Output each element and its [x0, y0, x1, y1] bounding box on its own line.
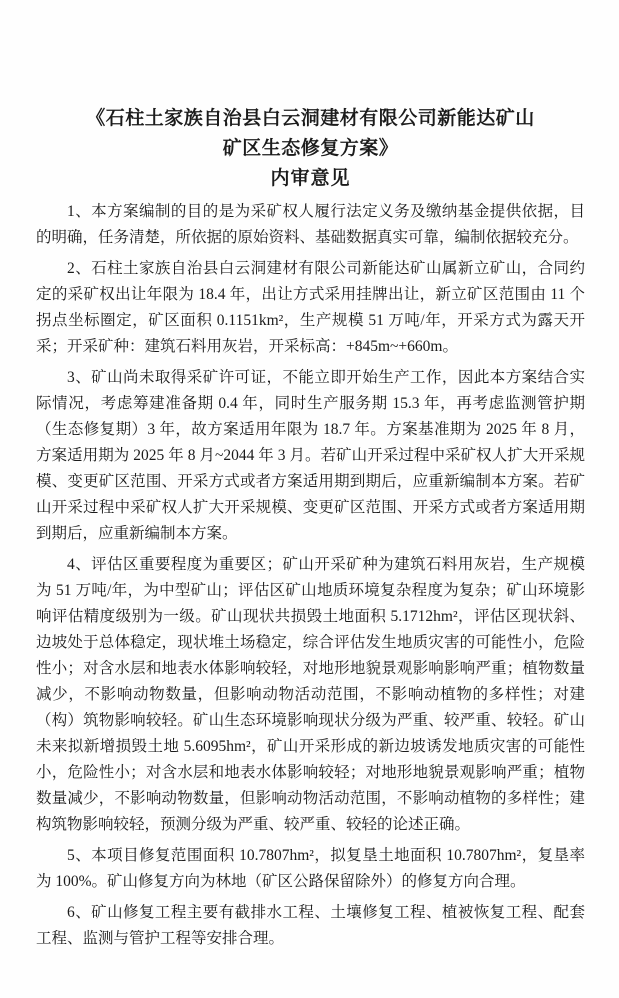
- paragraph-5: 5、本项目修复范围面积 10.7807hm²，拟复垦土地面积 10.7807hm²，复垦率为 100%。矿山修复方向为林地（矿区公路保留除外）的修复方向合理。: [36, 847, 585, 890]
- paragraph-6: 6、矿山修复工程主要有截排水工程、土壤修复工程、植被恢复工程、配套工程、监测与管护工程等安排合理。: [36, 904, 585, 947]
- paragraph-3: 3、矿山尚未取得采矿许可证，不能立即开始生产工作，因此本方案结合实际情况，考虑筹建准备期 0.4 年，同时生产服务期 15.3 年，再考虑监测管护期（生态修复期）3 年，故方案适用年限为 18.7 年。方案基准期为 2025 年 8 月，方案适用期为 2025 年 8 月~2044 年 3 月。若矿山开采过程中采矿权人扩大开采规模、变更矿区范围、开采方式或者方案适用期到期后，应重新编制本方案。若矿山开采过程中采矿权人扩大开采规模、变更矿区范围、开采方式或者方案适用期到期后，应重新编制本方案。: [36, 369, 585, 542]
- document-title-line1: 《石柱土家族自治县白云洞建材有限公司新能达矿山: [86, 108, 535, 129]
- paragraph-4: 4、评估区重要程度为重要区；矿山开采矿种为建筑石料用灰岩，生产规模为 51 万吨/年，为中型矿山；评估区矿山地质环境复杂程度为复杂；矿山环境影响评估精度级别为一级。矿山现状共损毁土地面积 5.1712hm²，评估区现状斜、边坡处于总体稳定，现状堆土场稳定，综合评估发生地质灾害的可能性小，危险性小；对含水层和地表水体影响较轻，对地形地貌景观影响影响严重；植物数量减少，不影响动物数量，但影响动物活动范围，不影响动植物的多样性；对建（构）筑物影响较轻。矿山生态环境影响现状分级为严重、较严重、较轻。矿山未来拟新增损毁土地 5.6095hm²，矿山开采形成的新边坡诱发地质灾害的可能性小，危险性小；对含水层和地表水体影响较轻；对地形地貌景观影响严重；植物数量减少，不影响动物数量，但影响动物活动范围，不影响动植物的多样性；建构筑物影响较轻，预测分级为严重、较严重、较轻的论述正确。: [36, 556, 585, 833]
- paragraph-1: 1、本方案编制的目的是为采矿权人履行法定义务及缴纳基金提供依据，目的明确，任务清楚，所依据的原始资料、基础数据真实可靠，编制依据较充分。: [36, 203, 585, 246]
- section-heading: 内审意见: [270, 168, 351, 189]
- document-title: [36, 104, 585, 164]
- paragraph-2: 2、石柱土家族自治县白云洞建材有限公司新能达矿山属新立矿山，合同约定的采矿权出让年限为 18.4 年，出让方式采用挂牌出让，新立矿区范围由 11 个拐点坐标圈定，矿区面积 0.1151km²，生产规模 51 万吨/年，开采方式为露天开采；开采矿种：建筑石料用灰岩，开采标高：+845m~+660m。: [36, 260, 585, 355]
- document-title-line2: 矿区生态修复方案》: [222, 138, 399, 159]
